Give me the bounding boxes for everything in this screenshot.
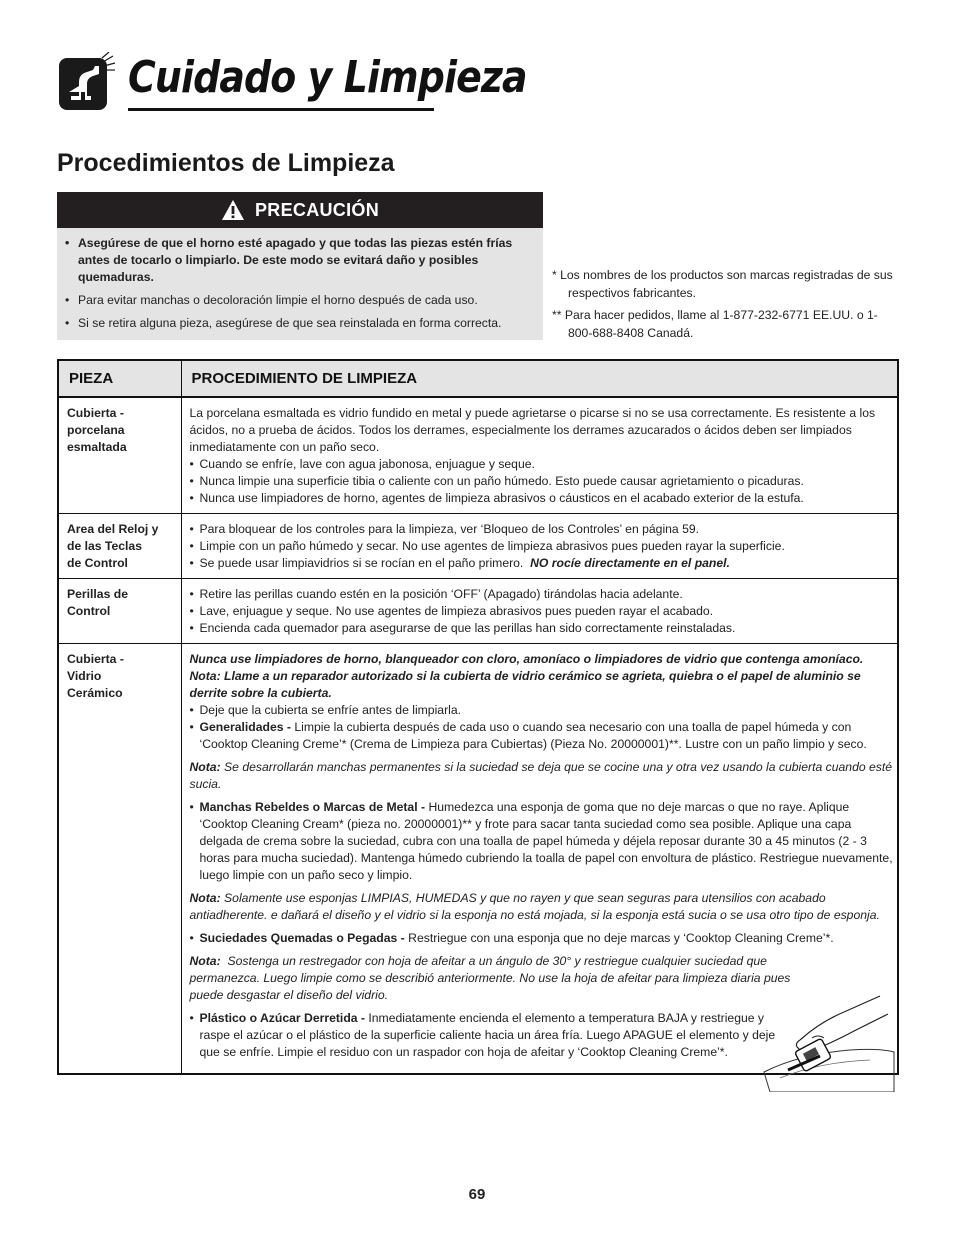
piece-cell: Area del Reloj y de las Teclas de Control bbox=[58, 514, 181, 579]
caution-item: • Si se retira alguna pieza, asegúrese de que sea reinstalada en forma correcta. bbox=[65, 315, 535, 332]
procedure-bullet: • Lave, enjuague y seque. No use agentes de limpieza abrasivos pues pueden rayar el acabado. bbox=[190, 603, 894, 620]
procedure-note: Nota: Se desarrollarán manchas permanentes si la suciedad se deja que se cocine una y otra vez usando la cubierta cuando esté sucia. bbox=[189, 760, 893, 791]
cleaning-spray-icon bbox=[57, 52, 117, 112]
procedure-bullet: • Limpie con un paño húmedo y secar. No use agentes de limpieza abrasivos pues pueden rayar la superficie. bbox=[190, 538, 894, 555]
procedure-cell bbox=[181, 579, 898, 644]
footnote-ordering: ** Para hacer pedidos, llame al 1-877-232-6771 EE.UU. o 1-800-688-8408 Canadá. bbox=[552, 308, 878, 340]
procedure-intro: La porcelana esmaltada es vidrio fundido en metal y puede agrietarse o picarse si no se usa correctamente. Es resistente a los ácidos, no a prueba de ácidos. Todos los derrames, especialmente los derrames azucarados o ácidos deben ser limpiados inmediatamente con un paño seco. bbox=[189, 406, 876, 454]
caution-item: • Asegúrese de que el horno esté apagado y que todas las piezas estén frías antes de tocarlo o limpiarlo. De este modo se evitará daño y posibles quemaduras. bbox=[65, 235, 535, 286]
piece-cell: Perillas de Control bbox=[58, 579, 181, 644]
caution-box bbox=[57, 192, 543, 340]
table-row bbox=[58, 514, 898, 579]
procedure-bullet: • Se puede usar limpiavidrios si se rocían en el paño primero. NO rocíe directamente en el panel. bbox=[190, 555, 894, 572]
section-title: Procedimientos de Limpieza bbox=[57, 149, 395, 177]
procedure-cell bbox=[181, 514, 898, 579]
table-header-row bbox=[58, 360, 898, 397]
footnotes bbox=[552, 266, 902, 346]
procedure-bullet: • Encienda cada quemador para asegurarse de que las perillas han sido correctamente reinstaladas. bbox=[190, 620, 894, 637]
table-row bbox=[58, 397, 898, 514]
procedure-bullet: • Para bloquear de los controles para la limpieza, ver ‘Bloqueo de los Controles’ en página 59. bbox=[190, 521, 894, 538]
warning-triangle-icon bbox=[221, 199, 245, 221]
procedure-cell bbox=[181, 397, 898, 514]
table-row bbox=[58, 579, 898, 644]
procedure-bullet: • Deje que la cubierta se enfríe antes de limpiarla. bbox=[190, 702, 894, 719]
procedure-bullet: • Suciedades Quemadas o Pegadas - Restriegue con una esponja que no deje marcas y ‘Cooktop Cleaning Creme’*. bbox=[190, 930, 894, 947]
caution-header bbox=[57, 192, 543, 228]
piece-cell: Cubierta - porcelana esmaltada bbox=[58, 397, 181, 514]
footnote-trademark: * Los nombres de los productos son marcas registradas de sus respectivos fabricantes. bbox=[552, 268, 893, 300]
procedure-bullet: • Nunca use limpiadores de horno, agentes de limpieza abrasivos o cáusticos en el acabado exterior de la estufa. bbox=[190, 490, 894, 507]
procedure-bullet: • Manchas Rebeldes o Marcas de Metal - Humedezca una esponja de goma que no deje marcas o que no raye. Aplique ‘Cooktop Cleaning Cream* (pieza no. 20000001)** y frote para sacar tanta suciedad como sea posible. Aplique una capa delgada de crema sobre la suciedad, cubra con una toalla de papel húmeda y déjela reposar durante 30 a 45 minutos (2 - 3 horas para mucha suciedad). Mantenga húmedo cubriendo la toalla de papel con envoltura de plástico. Restriegue nuevamente, luego limpie con un paño seco y limpio. bbox=[190, 799, 894, 884]
procedure-bullet: • Retire las perillas cuando estén en la posición ‘OFF’ (Apagado) tirándolas hacia adelante. bbox=[190, 586, 894, 603]
title-underline bbox=[128, 108, 434, 111]
piece-cell: Cubierta - Vidrio Cerámico bbox=[58, 644, 181, 1075]
caution-item: • Para evitar manchas o decoloración limpie el horno después de cada uso. bbox=[65, 292, 535, 309]
razor-scraper-icon bbox=[760, 992, 896, 1092]
procedure-emphasis: NO rocíe directamente en el panel. bbox=[530, 556, 730, 570]
procedure-bullet: • Plástico o Azúcar Derretida - Inmediatamente encienda el elemento a temperatura BAJA y restriegue y raspe el azúcar o el plástico de la superficie caliente hacia un área fría. Luego APAGUE el elemento y deje que se enfríe. Limpie el residuo con un raspador con hoja de afeitar y ‘Cooktop Cleaning Creme’*. bbox=[190, 1010, 894, 1061]
page-title: Cuidado y Limpieza bbox=[128, 52, 527, 103]
procedure-bullet: • Cuando se enfríe, lave con agua jabonosa, enjuague y seque. bbox=[190, 456, 894, 473]
column-header-procedure: PROCEDIMIENTO DE LIMPIEZA bbox=[181, 360, 898, 397]
page-number: 69 bbox=[468, 1186, 486, 1203]
procedure-note: Nota: Sostenga un restregador con hoja de afeitar a un ángulo de 30° y restriegue cualquier suciedad que permanezca. Luego limpie como se describió anteriormente. No use la hoja de afeitar para limpieza diaria pues puede desgastar el diseño del vidrio. bbox=[189, 954, 791, 1002]
procedure-note: Nota: Solamente use esponjas LIMPIAS, HUMEDAS y que no rayen y que sean seguras para utensilios con acabado antiadherente. e dañará el diseño y el vidrio si la esponja no está mojada, si la esponja está sucia o se usa otro tipo de esponja. bbox=[189, 891, 880, 922]
caution-label: PRECAUCIÓN bbox=[254, 199, 379, 220]
cleaning-procedures-table bbox=[57, 359, 899, 1075]
caution-list bbox=[57, 228, 543, 332]
procedure-warning: Nunca use limpiadores de horno, blanqueador con cloro, amoníaco o limpiadores de vidrio que contenga amoníaco. Nota: Llame a un reparador autorizado si la cubierta de vidrio cerámico se agrieta, quiebra o el papel de aluminio se derrite sobre la cubierta. bbox=[189, 652, 864, 700]
procedure-bullet: • Nunca limpie una superficie tibia o caliente con un paño húmedo. Esto puede causar agrietamiento o picaduras. bbox=[190, 473, 894, 490]
column-header-piece: PIEZA bbox=[58, 360, 181, 397]
procedure-bullet: • Generalidades - Limpie la cubierta después de cada uso o cuando sea necesario con una toalla de papel húmeda y con ‘Cooktop Cleaning Creme’* (Crema de Limpieza para Cubiertas) (Pieza No. 20000001)**. Lustre con un paño limpio y seco. bbox=[190, 719, 894, 753]
